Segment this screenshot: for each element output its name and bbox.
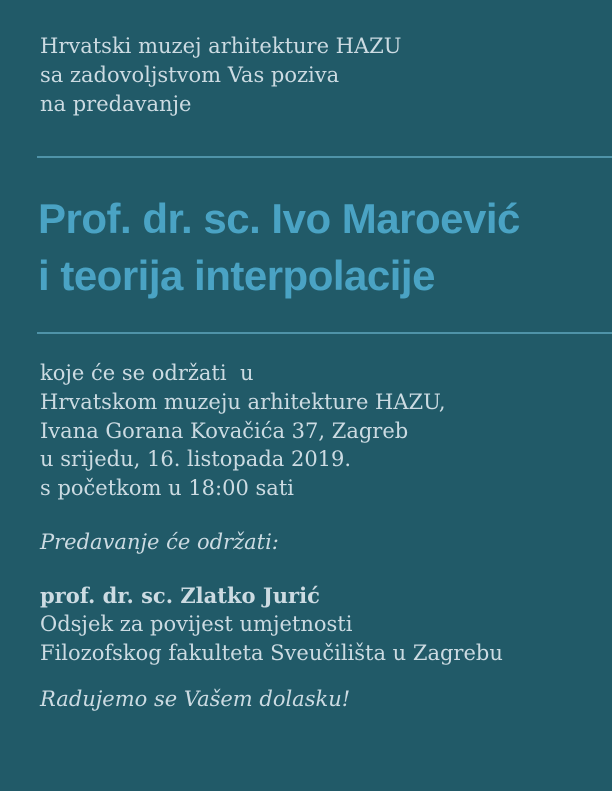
lecture-title-line-2: i teorija interpolacije [38,252,435,299]
speaker-name: prof. dr. sc. Zlatko Jurić [40,583,320,608]
lecture-title-line-1: Prof. dr. sc. Ivo Maroević [38,195,520,242]
speaker-affiliation-2: Filozofskog fakulteta Sveučilišta u Zagrebu [40,641,503,665]
event-detail-venue: Hrvatskom muzeju arhitekture HAZU, [40,389,446,414]
intro-block [40,32,401,119]
speaker-block [40,581,503,668]
intro-line-1: Hrvatski muzej arhitekture HAZU [40,34,402,58]
event-details-block [40,359,446,503]
event-detail-address: Ivana Gorana Kovačića 37, Zagreb [40,418,409,443]
divider-bottom [37,332,612,334]
lecture-title [38,190,520,304]
event-detail-occasion: koje će se održati u [40,361,254,385]
speaker-affiliation-1: Odsjek za povijest umjetnosti [40,612,353,636]
divider-top [37,156,612,158]
event-detail-date: u srijedu, 16. listopada 2019. [40,447,352,472]
intro-line-3: na predavanje [40,92,192,116]
closing-note: Radujemo se Vašem dolasku! [40,687,351,711]
intro-line-2: sa zadovoljstvom Vas poziva [40,63,340,87]
event-detail-time: s početkom u 18:00 sati [40,476,294,501]
lecturer-intro-line: Predavanje će održati: [40,530,279,554]
